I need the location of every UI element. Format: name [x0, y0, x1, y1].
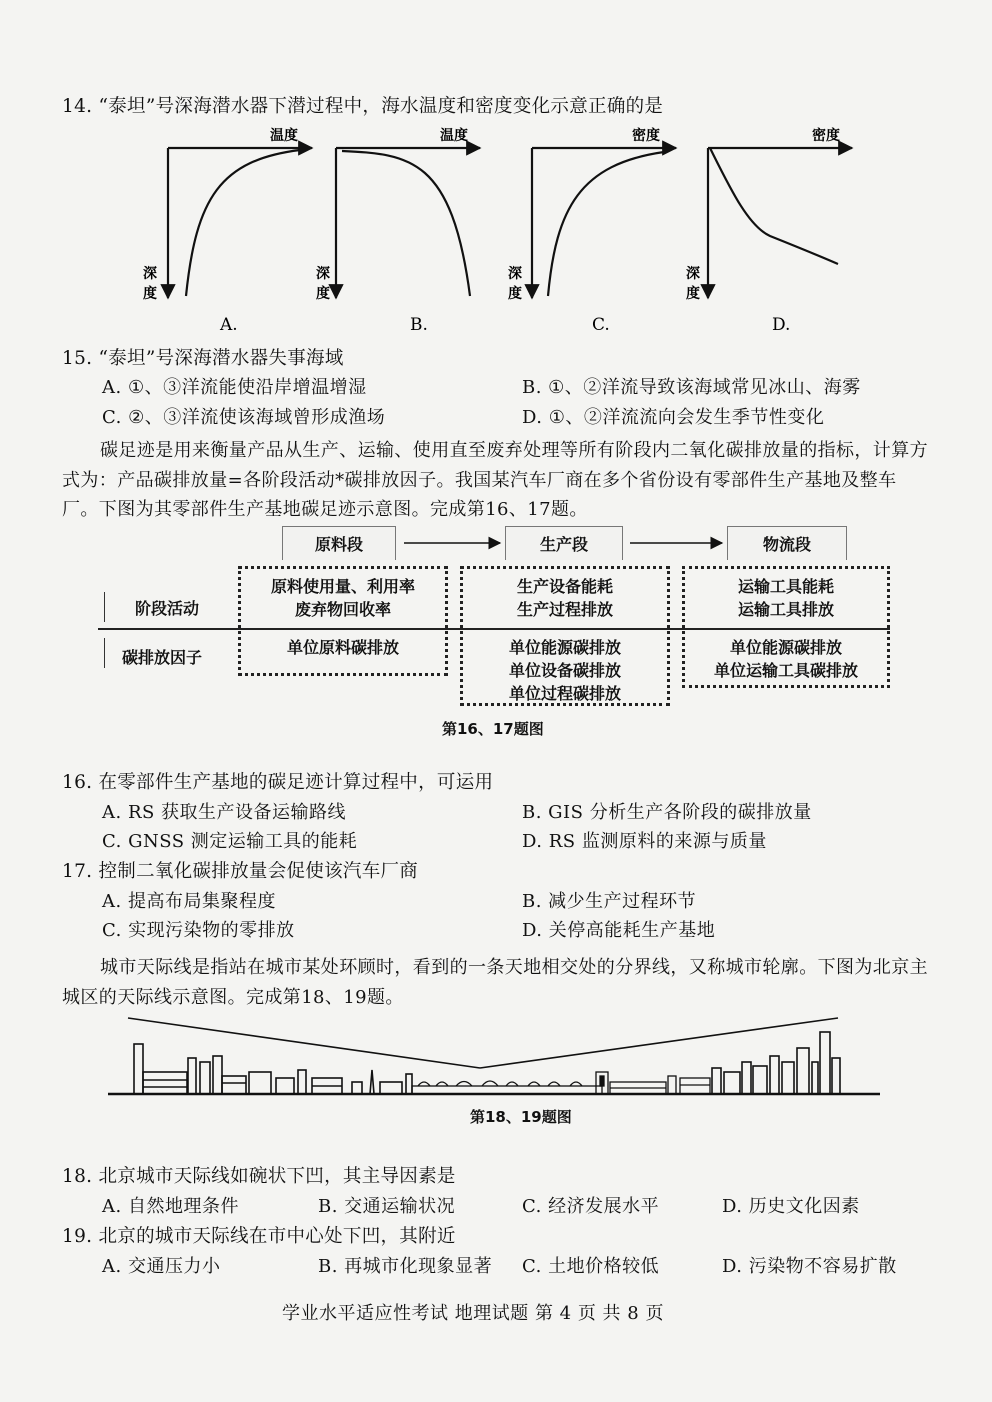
box2-factor-1: 单位能源碳排放 [508, 638, 621, 657]
graph-c-option: C. [592, 315, 610, 335]
q15-option-c: C. ②、③洋流使该海域曾形成渔场 [102, 407, 386, 428]
q16-option-c: C. GNSS 测定运输工具的能耗 [102, 831, 358, 852]
stage-raw-material: 原料段 [282, 526, 396, 560]
q19-option-b: B. 再城市化现象显著 [318, 1256, 493, 1277]
graph-a [168, 148, 312, 298]
graph-c-side-label-2: 度 [508, 286, 522, 302]
row-label-bar-1 [104, 592, 105, 622]
graph-b-side-label-2: 度 [316, 286, 330, 302]
q15-option-b: B. ①、②洋流导致该海域常见冰山、海雾 [522, 377, 861, 398]
q16-option-b: B. GIS 分析生产各阶段的碳排放量 [522, 802, 812, 823]
skyline-caption: 第18、19题图 [470, 1108, 572, 1126]
question-17-text: 17. 控制二氧化碳排放量会促使该汽车厂商 [62, 861, 419, 882]
q19-option-d: D. 污染物不容易扩散 [722, 1256, 897, 1277]
box2-factor-2: 单位设备碳排放 [508, 661, 621, 680]
box1-activity-1: 原料使用量、利用率 [270, 577, 415, 596]
footprint-caption: 第16、17题图 [442, 720, 544, 738]
box2-activity-2: 生产过程排放 [516, 600, 613, 619]
graph-d-side-label-1: 深 [686, 266, 700, 282]
graph-a-option: A. [220, 315, 238, 335]
box2-activity-1: 生产设备能耗 [516, 577, 613, 596]
page-footer: 学业水平适应性考试 地理试题 第 4 页 共 8 页 [282, 1303, 664, 1324]
graph-c-side-label-1: 深 [508, 266, 522, 282]
question-16-text: 16. 在零部件生产基地的碳足迹计算过程中，可运用 [62, 772, 494, 793]
stage-production: 生产段 [505, 526, 623, 560]
graph-b-option: B. [410, 315, 428, 335]
box3-factor-1: 单位能源碳排放 [729, 638, 842, 657]
graph-a-side-label-1: 深 [143, 266, 157, 282]
q14-graphs [0, 118, 992, 340]
graph-b-side-label-1: 深 [316, 266, 330, 282]
box1-factor-1: 单位原料碳排放 [286, 638, 399, 657]
box-logistics [682, 566, 890, 688]
row-label-bar-2 [104, 638, 105, 668]
question-19-text: 19. 北京的城市天际线在市中心处下凹，其附近 [62, 1226, 456, 1247]
question-15-text: 15. “泰坦”号深海潜水器失事海域 [62, 348, 344, 369]
box1-activity-2: 废弃物回收率 [294, 600, 391, 619]
q15-option-a: A. ①、③洋流能使沿岸增温增湿 [102, 377, 367, 398]
graph-d-top-label: 密度 [812, 128, 840, 144]
box-production [460, 566, 670, 706]
graph-a-top-label: 温度 [270, 128, 298, 144]
q18-option-a: A. 自然地理条件 [102, 1196, 239, 1217]
graph-d-side-label-2: 度 [686, 286, 700, 302]
question-18-text: 18. 北京城市天际线如碗状下凹，其主导因素是 [62, 1166, 456, 1187]
row-label-factor: 碳排放因子 [122, 648, 203, 667]
q19-option-a: A. 交通压力小 [102, 1256, 221, 1277]
box-raw-material [238, 566, 448, 676]
graph-d-option: D. [772, 315, 791, 335]
row-label-activity: 阶段活动 [135, 599, 200, 618]
question-14-text: 14. “泰坦”号深海潜水器下潜过程中，海水温度和密度变化示意正确的是 [62, 96, 664, 117]
box3-factor-2: 单位运输工具碳排放 [713, 661, 858, 680]
intro-16-17: 碳足迹是用来衡量产品从生产、运输、使用直至废弃处理等所有阶段内二氧化碳排放量的指标，计算方式为：产品碳排放量=各阶段活动*碳排放因子。我国某汽车厂商在多个省份设有零部件生产基地及整车厂。下图为其零部件生产基地碳足迹示意图。完成第16、17题。 [62, 440, 928, 520]
graph-d [708, 148, 852, 298]
q17-option-b: B. 减少生产过程环节 [522, 891, 697, 912]
q18-option-b: B. 交通运输状况 [318, 1196, 456, 1217]
q17-option-c: C. 实现污染物的零排放 [102, 920, 295, 941]
box2-factor-3: 单位过程碳排放 [508, 684, 621, 703]
box3-activity-1: 运输工具能耗 [737, 577, 834, 596]
graph-b-top-label: 温度 [440, 128, 468, 144]
q17-option-a: A. 提高布局集聚程度 [102, 891, 276, 912]
q18-option-c: C. 经济发展水平 [522, 1196, 660, 1217]
graph-b [336, 148, 480, 298]
q17-option-d: D. 关停高能耗生产基地 [522, 920, 716, 941]
q19-option-c: C. 土地价格较低 [522, 1256, 660, 1277]
q16-option-d: D. RS 监测原料的来源与质量 [522, 831, 767, 852]
graph-a-side-label-2: 度 [143, 286, 157, 302]
graph-c [532, 148, 676, 298]
intro-18-19: 城市天际线是指站在城市某处环顾时，看到的一条天地相交处的分界线，又称城市轮廓。下图为北京主城区的天际线示意图。完成第18、19题。 [62, 957, 928, 1008]
stage-logistics: 物流段 [727, 526, 847, 560]
box3-activity-2: 运输工具排放 [737, 600, 834, 619]
skyline-diagram [0, 1010, 992, 1100]
q16-option-a: A. RS 获取生产设备运输路线 [102, 802, 347, 823]
q18-option-d: D. 历史文化因素 [722, 1196, 860, 1217]
q15-option-d: D. ①、②洋流流向会发生季节性变化 [522, 407, 825, 428]
graph-c-top-label: 密度 [632, 128, 660, 144]
